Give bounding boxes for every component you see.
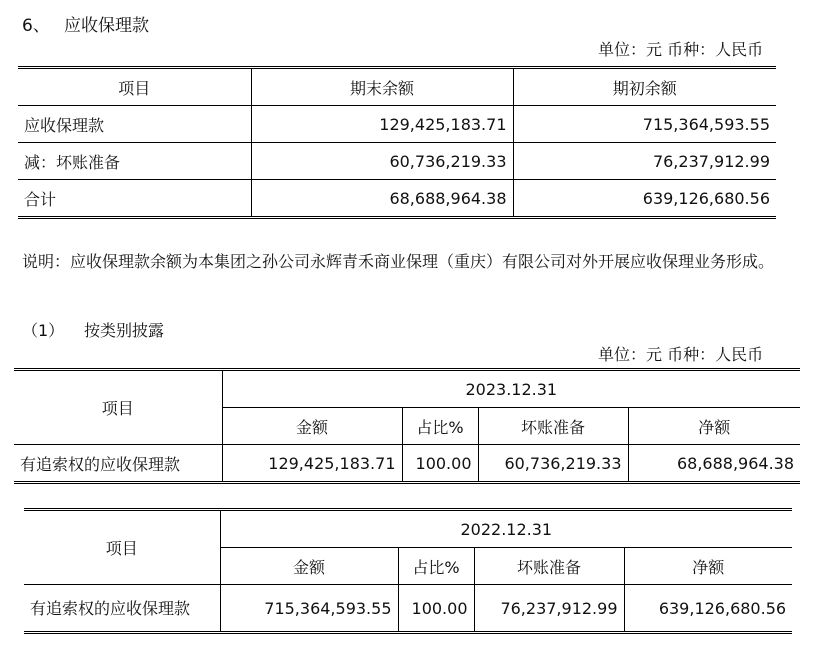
section-number: 6、 — [22, 16, 50, 36]
cell-value: 68,688,964.38 — [628, 445, 800, 483]
cell-value: 715,364,593.55 — [220, 585, 398, 633]
cell-value: 60,736,219.33 — [478, 445, 628, 483]
header-bad-debt: 坏账准备 — [474, 548, 624, 585]
header-net: 净额 — [628, 408, 800, 445]
cell-value: 60,736,219.33 — [251, 143, 513, 180]
table-header-row — [18, 68, 776, 106]
cell-value: 100.00 — [398, 585, 474, 633]
table-row — [24, 585, 792, 633]
cell-value: 100.00 — [402, 445, 478, 483]
table-header-row — [14, 370, 800, 408]
subsection-title: 按类别披露 — [84, 321, 165, 340]
header-ratio: 占比% — [402, 408, 478, 445]
category-table-2023 — [14, 368, 800, 484]
section-title: 应收保理款 — [64, 16, 149, 36]
table-row — [18, 143, 776, 180]
table-header-row — [24, 510, 792, 548]
category-table-2022 — [24, 508, 792, 634]
cell-value: 715,364,593.55 — [513, 106, 776, 143]
cell-value: 129,425,183.71 — [251, 106, 513, 143]
section-heading — [22, 11, 149, 36]
header-closing-balance: 期末余额 — [251, 68, 513, 106]
receivables-summary-table — [18, 66, 776, 219]
header-opening-balance: 期初余额 — [513, 68, 776, 106]
cell-value: 76,237,912.99 — [513, 143, 776, 180]
subsection-number: （1） — [22, 321, 65, 340]
header-bad-debt: 坏账准备 — [478, 408, 628, 445]
header-net: 净额 — [624, 548, 792, 585]
header-amount: 金额 — [220, 548, 398, 585]
row-label: 应收保理款 — [18, 106, 251, 143]
row-label: 有追索权的应收保理款 — [30, 598, 191, 618]
cell-value: 639,126,680.56 — [624, 585, 792, 633]
row-label: 减：坏账准备 — [18, 143, 251, 180]
table-row — [18, 106, 776, 143]
table-row — [14, 445, 800, 483]
header-item: 项目 — [24, 510, 220, 585]
row-label: 有追索权的应收保理款 — [20, 454, 181, 474]
row-label: 合计 — [24, 189, 57, 209]
explanatory-note: 说明：应收保理款余额为本集团之孙公司永辉青禾商业保理（重庆）有限公司对外开展应收保理业务形成。 — [22, 252, 775, 271]
cell-value: 76,237,912.99 — [474, 585, 624, 633]
header-item: 项目 — [18, 68, 251, 106]
header-period: 2023.12.31 — [222, 370, 800, 408]
header-amount: 金额 — [222, 408, 402, 445]
cell-value: 639,126,680.56 — [513, 180, 776, 218]
table-row — [18, 180, 776, 218]
unit-line-1: 单位：元 币种：人民币 — [598, 40, 764, 59]
cell-value: 68,688,964.38 — [251, 180, 513, 218]
header-ratio: 占比% — [398, 548, 474, 585]
unit-line-2: 单位：元 币种：人民币 — [598, 345, 764, 364]
header-period: 2022.12.31 — [220, 510, 792, 548]
subsection-heading — [22, 318, 164, 341]
cell-value: 129,425,183.71 — [222, 445, 402, 483]
header-item: 项目 — [14, 370, 222, 445]
